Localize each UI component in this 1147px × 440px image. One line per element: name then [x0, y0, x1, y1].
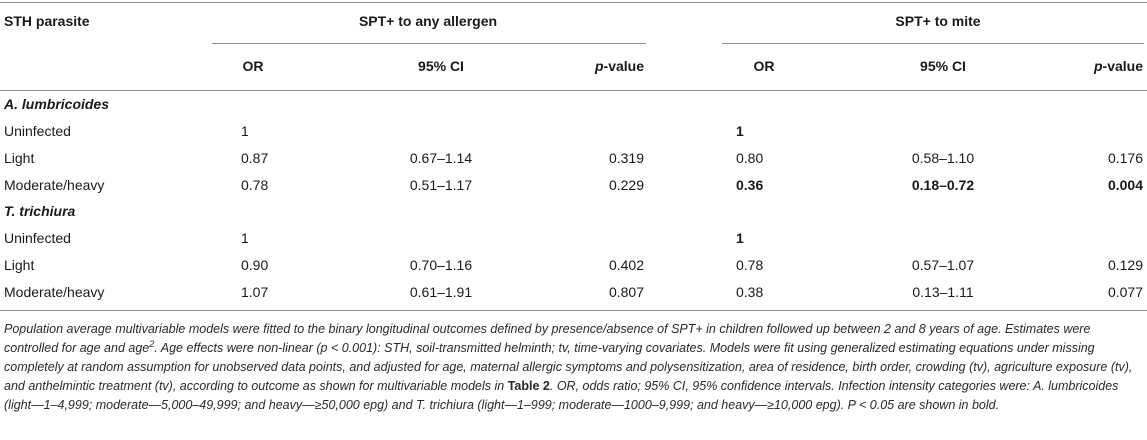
row-label: Uninfected: [4, 230, 71, 246]
header-pvalue-any-p: p: [594, 58, 604, 74]
footnote-part1: Population average multivariable models were fitted to the binary longitudinal outcomes defined by presence/absence of SPT+ in children followed up between 2 and 8 years of age. Estimates were controlled for age and age: [4, 322, 1091, 355]
cell-p-any: 0.402: [608, 257, 644, 273]
footnote-superscript: 2: [149, 338, 155, 349]
cell-or-mite: 0.80: [736, 150, 764, 166]
row-label: Uninfected: [4, 123, 71, 139]
header-underline-any: [212, 43, 646, 44]
cell-ci-any: 0.70–1.16: [409, 257, 473, 273]
cell-ci-mite: 0.58–1.10: [911, 150, 975, 166]
table-header-rule: [0, 90, 1147, 91]
cell-ci-any: 0.61–1.91: [409, 284, 473, 300]
row-label: Light: [4, 257, 35, 273]
cell-ci-mite: 0.57–1.07: [911, 257, 975, 273]
header-spt-mite: SPT+ to mite: [895, 13, 981, 29]
cell-p-any: 0.319: [608, 150, 644, 166]
cell-p-mite: 0.176: [1107, 150, 1143, 166]
footnote-table-ref-link[interactable]: Table 2: [507, 379, 550, 393]
cell-or-any: 0.87: [241, 150, 269, 166]
row-label: Moderate/heavy: [4, 177, 105, 193]
header-or-any: OR: [242, 58, 264, 74]
cell-or-mite: 0.38: [736, 284, 764, 300]
cell-or-any: 0.90: [241, 257, 269, 273]
header-pvalue-any: [595, 57, 644, 75]
cell-p-mite: 0.129: [1107, 257, 1143, 273]
cell-ci-any: 0.51–1.17: [409, 177, 473, 193]
section-title-a-lumbricoides: A. lumbricoides: [4, 96, 110, 112]
section-title-t-trichiura: T. trichiura: [4, 203, 76, 219]
cell-ci-mite: 0.18–0.72: [911, 177, 975, 193]
table-bottom-rule: [0, 310, 1147, 311]
cell-or-any: 1: [241, 123, 249, 139]
header-pvalue-mite-p: p: [1093, 58, 1103, 74]
cell-p-mite: 0.077: [1107, 284, 1143, 300]
header-pvalue-mite-rest: -value: [1102, 58, 1143, 74]
header-pvalue-mite: [1094, 57, 1143, 75]
footnote-part2: . Age effects were non-linear (p < 0.001): STH, soil-transmitted helminth; tv, time-varying covariates. Models were fit using generalized estimating equations under missing completely at random assumption for unobserved data points, and adjusted for age, maternal allergic symptoms and polysensitization, area of residence, birth order, crowding (tv), agriculture exposure (tv), and anthelmintic treatment (tv), according to outcome as shown for multivariable models in: [4, 341, 1133, 393]
cell-or-mite: 0.36: [736, 177, 764, 193]
header-pvalue-any-rest: -value: [603, 58, 644, 74]
cell-or-any: 0.78: [241, 177, 269, 193]
cell-ci-any: 0.67–1.14: [409, 150, 473, 166]
header-ci-mite: 95% CI: [920, 58, 966, 74]
row-label: Light: [4, 150, 35, 166]
cell-or-mite: 1: [736, 230, 744, 246]
cell-p-any: 0.229: [608, 177, 644, 193]
cell-ci-mite: 0.13–1.11: [912, 284, 974, 300]
header-underline-mite: [722, 43, 1144, 44]
header-or-mite: OR: [753, 58, 775, 74]
footnote-part3: . OR, odds ratio; 95% CI, 95% confidence intervals. Infection intensity categories were: A. lumbricoides (light—1–4,999; moderate—5,000–49,999; and heavy—≥50,000 epg) and T. trichiura (light—1–999; moderate—1000–9,999; and heavy—≥10,000 epg). P < 0.05 are shown in bold.: [4, 379, 1119, 412]
cell-or-mite: 1: [736, 123, 744, 139]
cell-or-any: 1: [241, 230, 249, 246]
header-ci-any: 95% CI: [418, 58, 464, 74]
cell-p-mite: 0.004: [1107, 177, 1143, 193]
header-spt-any-allergen: SPT+ to any allergen: [358, 13, 498, 29]
table-top-rule: [0, 2, 1147, 3]
cell-p-any: 0.807: [608, 284, 644, 300]
row-label: Moderate/heavy: [4, 284, 105, 300]
table-footnote: [4, 320, 1142, 415]
header-sth-parasite: STH parasite: [4, 13, 90, 29]
cell-or-mite: 0.78: [736, 257, 764, 273]
cell-or-any: 1.07: [241, 284, 269, 300]
